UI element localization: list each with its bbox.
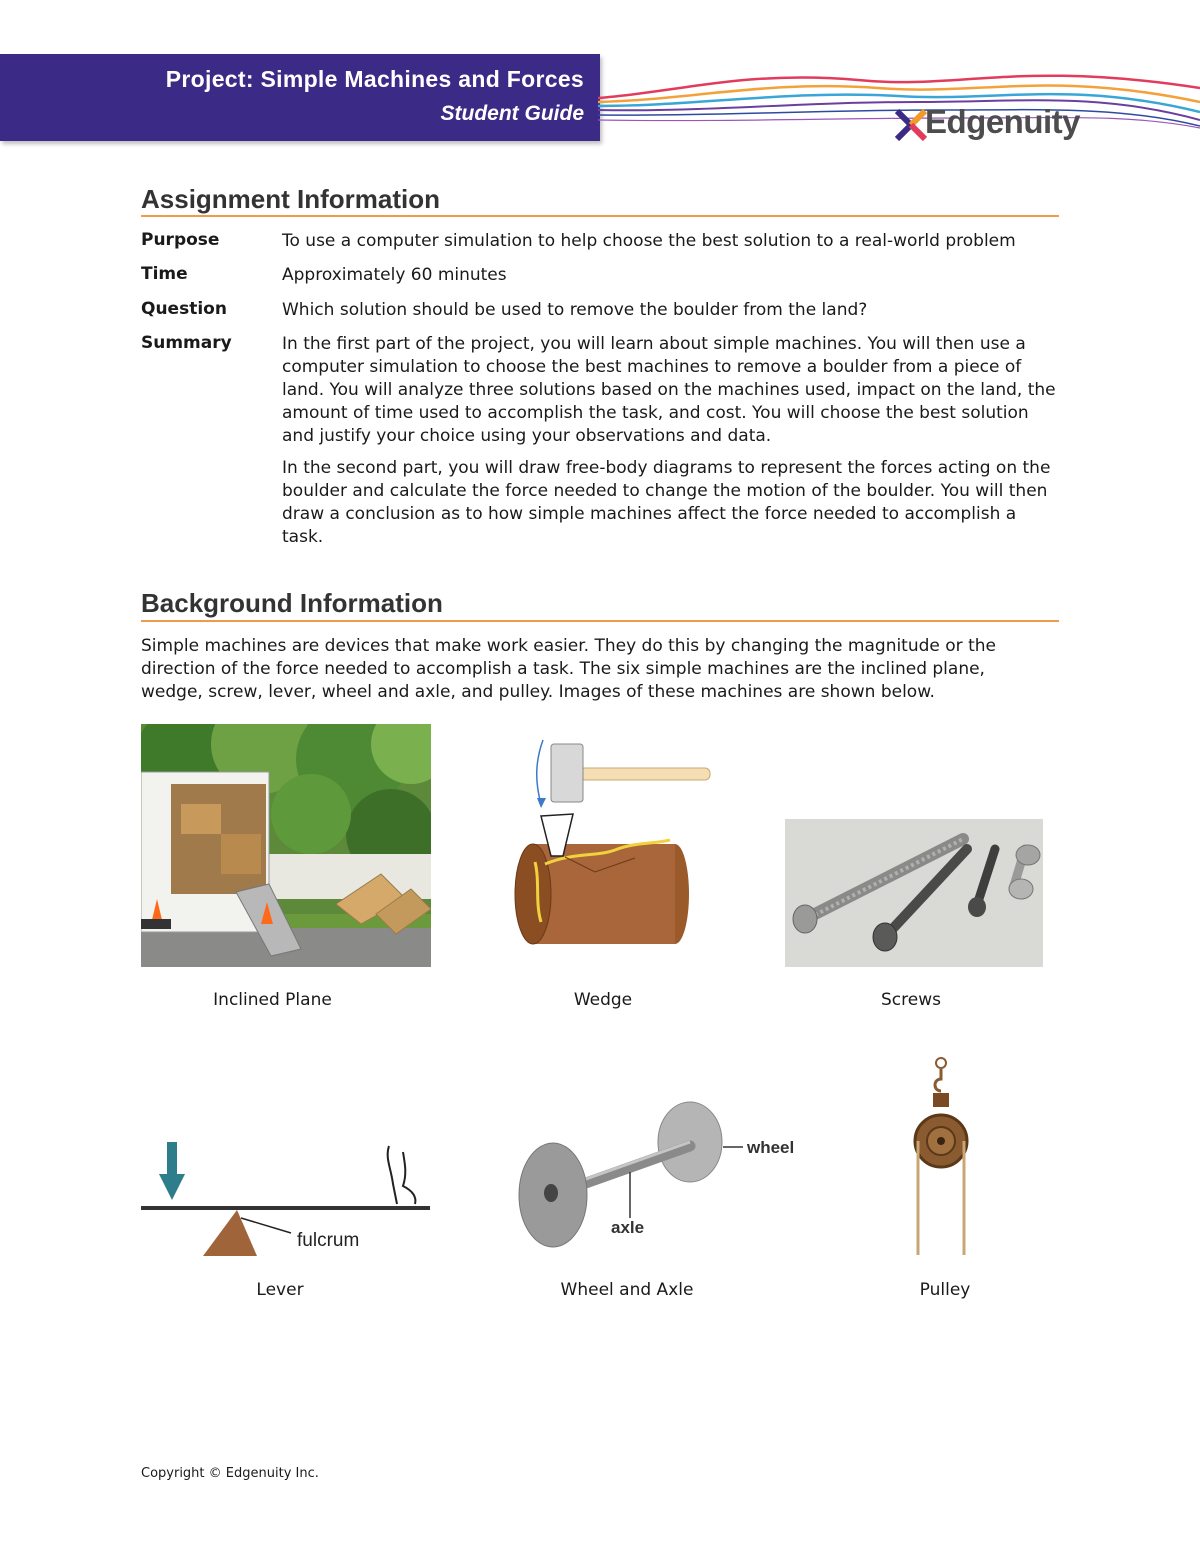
background-divider <box>141 620 1059 622</box>
summary-label: Summary <box>141 333 232 353</box>
question-label: Question <box>141 299 227 319</box>
time-label: Time <box>141 264 188 284</box>
caption-pulley: Pulley <box>919 1280 971 1300</box>
lever-image <box>141 1138 431 1260</box>
axle-label: axle <box>611 1218 645 1237</box>
summary-value: In the first part of the project, you will learn about simple machines. You will then use a computer simulation to choose the best machines to remove a boulder from a piece of land. You will analyze three solutions based on the machines used, impact on the land, the amount of time used to accomplish the task, and cost. You will choose the best solution and justify your choice using your observations and data. <box>282 334 1056 446</box>
wheel-label: wheel <box>747 1138 795 1157</box>
logo-x-icon <box>895 107 927 143</box>
project-title: Project: Simple Machines and Forces <box>165 66 584 92</box>
assignment-heading: Assignment Information <box>141 184 441 214</box>
caption-screws: Screws <box>881 990 941 1010</box>
background-heading: Background Information <box>141 588 443 618</box>
inclined-plane-image <box>141 724 431 967</box>
header-band <box>0 54 600 141</box>
assignment-divider <box>141 215 1059 217</box>
background-text: Simple machines are devices that make work easier. They do this by changing the magnitude or the direction of the force needed to accomplish a task. The six simple machines are the inclined plane, wedge, screw, lever, wheel and axle, and pulley. Images of these machines are shown below. <box>141 636 996 702</box>
caption-lever: Lever <box>256 1280 304 1300</box>
purpose-label: Purpose <box>141 230 220 250</box>
caption-wheel-and-axle: Wheel and Axle <box>560 1280 694 1300</box>
purpose-value: To use a computer simulation to help choose the best solution to a real-world problem <box>282 231 1016 251</box>
student-guide-subtitle: Student Guide <box>440 102 584 125</box>
time-value: Approximately 60 minutes <box>282 265 507 285</box>
logo-text: Edgenuity <box>925 103 1081 140</box>
wedge-image <box>505 732 715 962</box>
copyright-footer: Copyright © Edgenuity Inc. <box>141 1466 319 1481</box>
fulcrum-label: fulcrum <box>297 1230 360 1251</box>
summary-paragraph-2: In the second part, you will draw free-body diagrams to represent the forces acting on the boulder and calculate the force needed to change the motion of the boulder. You will then draw a conclusion as to how simple machines affect the force needed to accomplish a task. <box>282 458 1051 547</box>
caption-inclined-plane: Inclined Plane <box>213 990 332 1010</box>
wheel-and-axle-image <box>515 1100 805 1252</box>
screws-image <box>785 819 1043 967</box>
caption-wedge: Wedge <box>573 990 633 1010</box>
pulley-image <box>905 1055 977 1257</box>
question-value: Which solution should be used to remove the boulder from the land? <box>282 300 868 320</box>
